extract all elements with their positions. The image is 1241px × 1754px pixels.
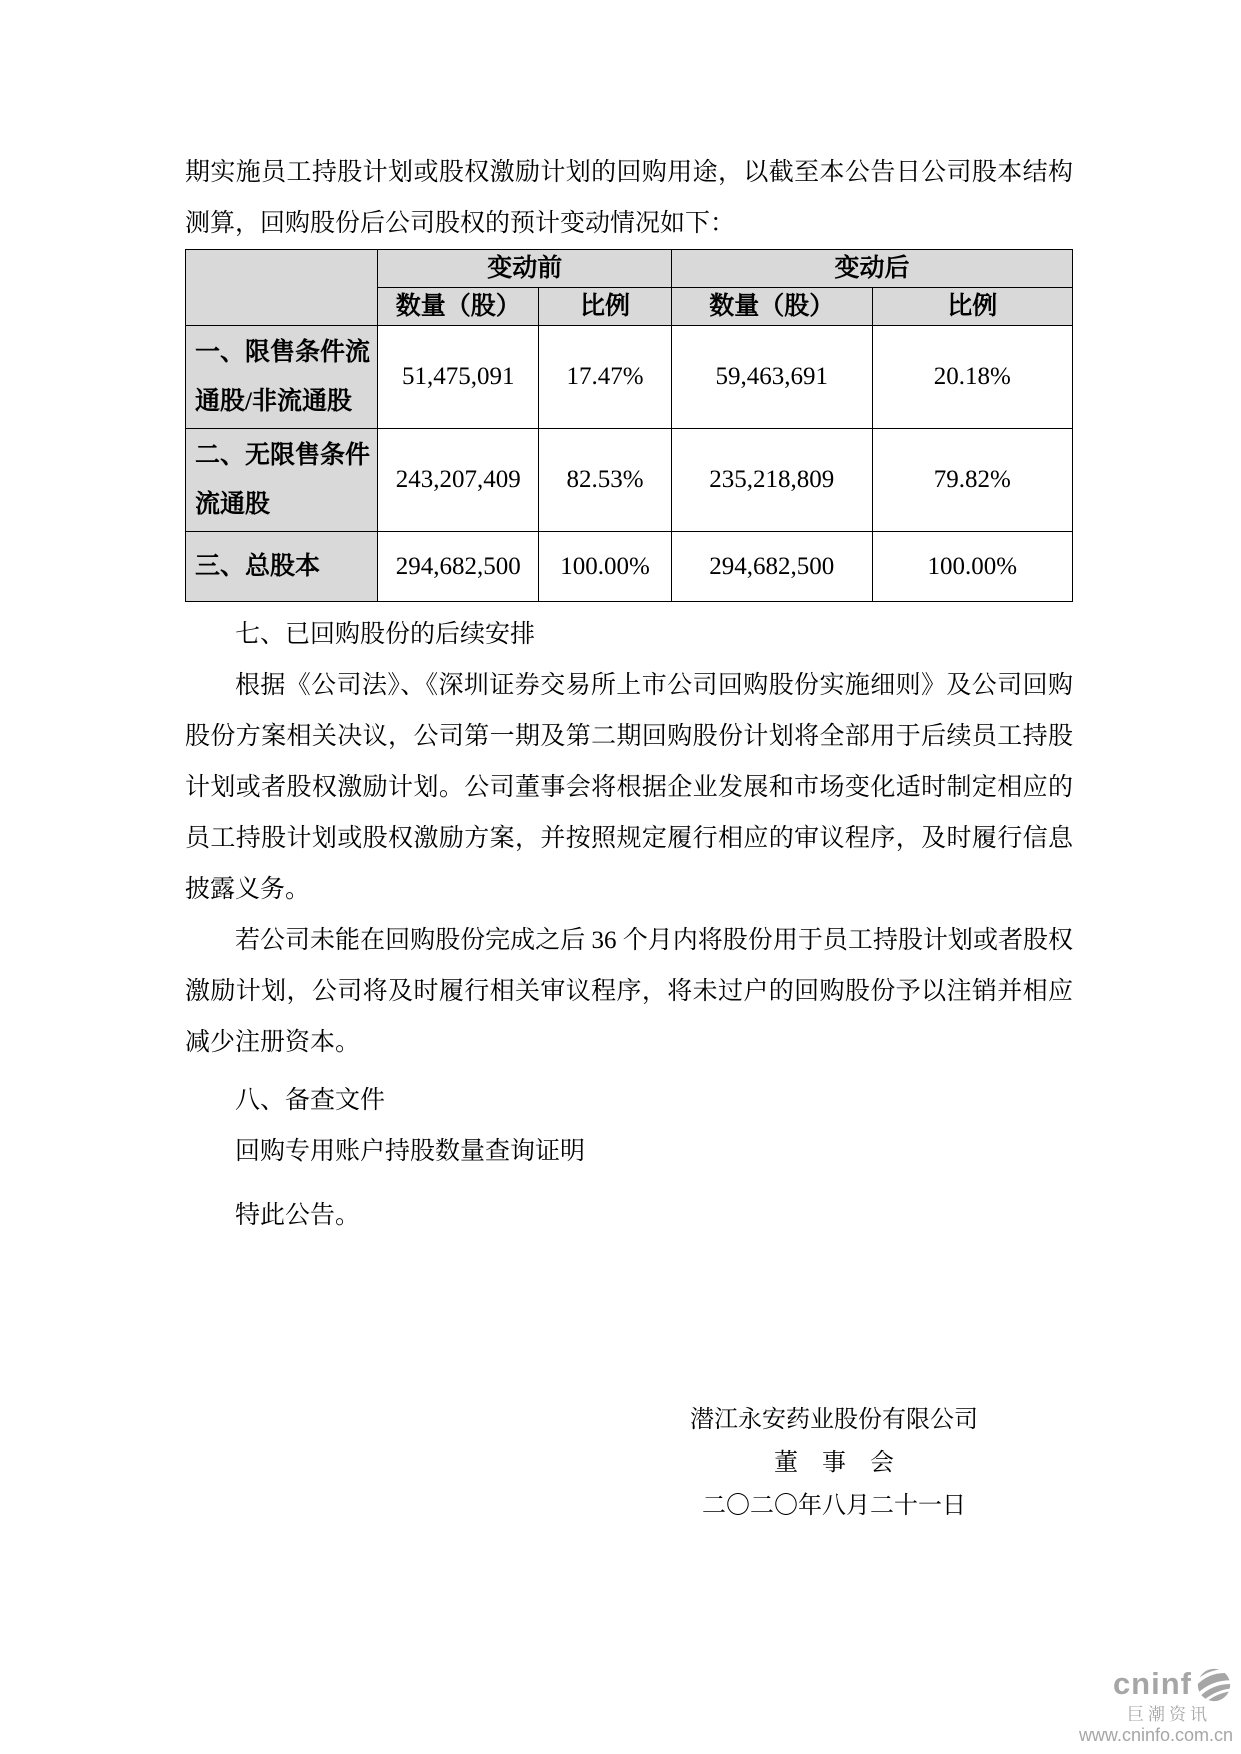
document-content xyxy=(185,147,1073,1528)
cell-before-qty: 294,682,500 xyxy=(378,532,539,602)
column-header-before: 变动前 xyxy=(378,250,672,288)
sub-header-ratio-before: 比例 xyxy=(539,288,672,326)
intro-paragraph: 期实施员工持股计划或股权激励计划的回购用途，以截至本公告日公司股本结构测算，回购股份后公司股权的预计变动情况如下： xyxy=(185,159,1073,237)
sub-header-qty-before: 数量（股） xyxy=(378,288,539,326)
signature-board: 董 事 会 xyxy=(774,1450,894,1476)
cell-after-qty: 235,218,809 xyxy=(672,429,872,532)
row-label: 一、限售条件流通股/非流通股 xyxy=(186,326,378,429)
paragraph-reference-document: 回购专用账户持股数量查询证明 xyxy=(235,1138,586,1165)
cell-after-ratio: 79.82% xyxy=(872,429,1072,532)
table-row xyxy=(186,326,1073,429)
signature-date: 二〇二〇年八月二十一日 xyxy=(702,1493,966,1519)
cell-before-ratio: 100.00% xyxy=(539,532,672,602)
cell-before-qty: 243,207,409 xyxy=(378,429,539,532)
table-row xyxy=(186,429,1073,532)
row-label: 二、无限售条件流通股 xyxy=(186,429,378,532)
table-row xyxy=(186,532,1073,602)
cell-after-ratio: 100.00% xyxy=(872,532,1072,602)
section-heading-8: 八、备查文件 xyxy=(235,1087,386,1114)
section-heading-7: 七、已回购股份的后续安排 xyxy=(235,621,536,648)
sub-header-qty-after: 数量（股） xyxy=(672,288,872,326)
cninfo-globe-icon xyxy=(1195,1666,1233,1704)
cell-after-ratio: 20.18% xyxy=(872,326,1072,429)
row-label: 三、总股本 xyxy=(186,532,378,602)
cell-before-qty: 51,475,091 xyxy=(378,326,539,429)
table-group-header-row xyxy=(186,250,1073,288)
cninfo-watermark xyxy=(1079,1666,1233,1746)
column-header-after: 变动后 xyxy=(672,250,1073,288)
cell-before-ratio: 82.53% xyxy=(539,429,672,532)
cninfo-logo-row xyxy=(1079,1666,1233,1704)
table-corner-cell xyxy=(186,250,378,326)
cell-before-ratio: 17.47% xyxy=(539,326,672,429)
cninfo-brand-name: 巨潮资讯 xyxy=(1127,1704,1211,1724)
signature-company: 潜江永安药业股份有限公司 xyxy=(690,1407,978,1433)
paragraph-cancellation-clause: 若公司未能在回购股份完成之后 36 个月内将股份用于员工持股计划或者股权激励计划，公司将及时履行相关审议程序，将未过户的回购股份予以注销并相应减少注册资本。 xyxy=(185,927,1073,1056)
closing-statement: 特此公告。 xyxy=(235,1202,361,1229)
paragraph-followup-arrangement: 根据《公司法》、《深圳证券交易所上市公司回购股份实施细则》及公司回购股份方案相关决议，公司第一期及第二期回购股份计划将全部用于后续员工持股计划或者股权激励计划。公司董事会将根据企业发展和市场变化适时制定相应的员工持股计划或股权激励方案，并按照规定履行相应的审议程序，及时履行信息披露义务。 xyxy=(185,672,1073,903)
share-structure-table xyxy=(185,249,1073,602)
cell-after-qty: 294,682,500 xyxy=(672,532,872,602)
signature-block xyxy=(690,1399,978,1528)
sub-header-ratio-after: 比例 xyxy=(872,288,1072,326)
cninfo-logo-text: cninf xyxy=(1112,1666,1192,1702)
cninfo-url: www.cninfo.com.cn xyxy=(1078,1725,1233,1746)
cell-after-qty: 59,463,691 xyxy=(672,326,872,429)
